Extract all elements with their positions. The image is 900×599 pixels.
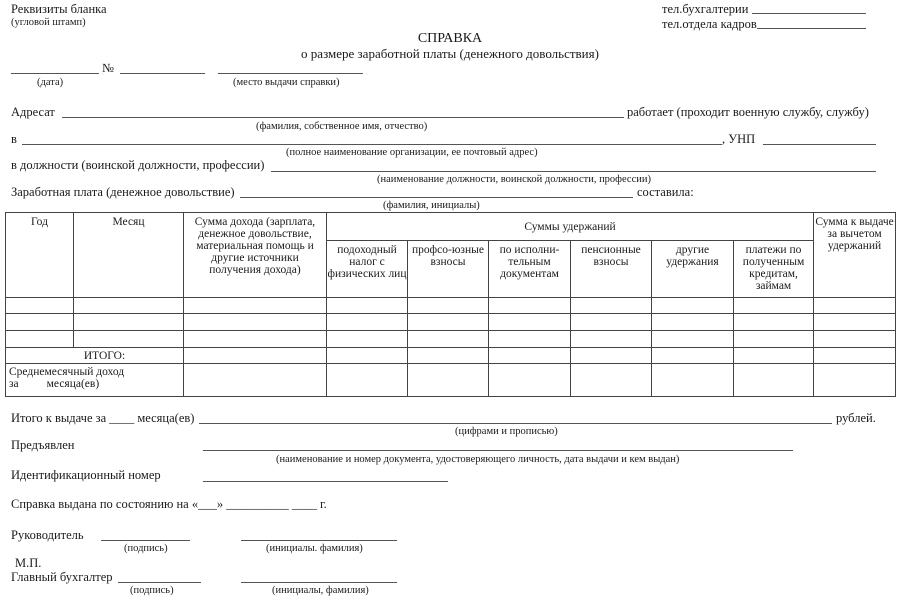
table-row <box>6 331 896 348</box>
total-row <box>6 348 896 364</box>
director-label: Руководитель <box>11 528 84 542</box>
director-initials-hint: (инициалы. фамилия) <box>266 543 363 554</box>
chief-accountant-label: Главный бухгалтер <box>11 570 113 584</box>
seal-label: М.П. <box>15 556 42 570</box>
total-label: ИТОГО: <box>6 348 184 364</box>
unp-field[interactable] <box>763 144 876 145</box>
average-row <box>6 364 896 397</box>
number-sign: № <box>102 61 114 75</box>
average-months: месяца(ев) <box>46 378 100 390</box>
fio-hint: (фамилия, собственное имя, отчество) <box>256 121 428 132</box>
phone-accounting-field[interactable] <box>752 13 866 14</box>
average-for: за <box>9 378 19 390</box>
accountant-signature-field[interactable] <box>118 582 201 583</box>
place-field[interactable] <box>218 73 363 74</box>
stamp-label: (угловой штамп) <box>11 17 86 28</box>
id-number-label: Идентификационный номер <box>11 468 161 482</box>
position-field[interactable] <box>271 171 876 172</box>
presented-field[interactable] <box>203 450 793 451</box>
director-signature-hint: (подпись) <box>124 543 168 554</box>
header-other: другие удержания <box>652 241 734 298</box>
amounted-label: составила: <box>637 185 694 199</box>
words-hint: (цифрами и прописью) <box>455 426 558 437</box>
date-field[interactable] <box>11 73 99 74</box>
table-row <box>6 314 896 331</box>
header-year: Год <box>6 213 74 298</box>
header-pension: пенсионные взносы <box>571 241 652 298</box>
average-income-label <box>6 364 184 397</box>
table-row <box>6 298 896 314</box>
header-deductions: Суммы удержаний <box>327 213 814 241</box>
addressee-field[interactable] <box>62 117 624 118</box>
header-income: Сумма дохода (зарплата, денежное довольствие, материальная помощь и другие источники получения дохода) <box>184 213 327 298</box>
header-union-fees: профсо-юзные взносы <box>408 241 489 298</box>
accountant-name-field[interactable] <box>241 582 397 583</box>
presented-label: Предъявлен <box>11 438 75 452</box>
initials-hint: (фамилия, инициалы) <box>383 200 480 211</box>
accountant-signature-hint: (подпись) <box>130 585 174 596</box>
unp-label: , УНП <box>722 132 756 146</box>
salary-name-field[interactable] <box>240 197 633 198</box>
document-subtitle: о размере заработной платы (денежного довольствия) <box>301 46 599 61</box>
header-income-tax: подоходный налог с физических лиц <box>327 241 408 298</box>
total-pay-label: Итого к выдаче за ____ месяца(ев) <box>11 411 195 425</box>
phone-hr-label: тел.отдела кадров <box>662 17 757 31</box>
director-signature-field[interactable] <box>101 540 190 541</box>
header-net-amount: Сумма к выдаче за вычетом удержаний <box>814 213 896 298</box>
in-label: в <box>11 132 17 146</box>
position-label: в должности (воинской должности, профессии) <box>11 158 265 172</box>
document-hint: (наименование и номер документа, удостоверяющего личность, дата выдачи и кем выдан) <box>276 454 680 465</box>
works-label: работает (проходит военную службу, службу) <box>627 105 869 119</box>
header-loans: платежи по полученным кредитам, займам <box>734 241 814 298</box>
requisites-label: Реквизиты бланка <box>11 2 107 16</box>
total-pay-field[interactable] <box>199 423 832 424</box>
average-line1: Среднемесячный доход <box>9 366 125 378</box>
salary-label: Заработная плата (денежное довольствие) <box>11 185 235 199</box>
addressee-label: Адресат <box>11 105 55 119</box>
accountant-initials-hint: (инициалы, фамилия) <box>272 585 369 596</box>
header-writs: по исполни-тельным документам <box>489 241 571 298</box>
position-hint: (наименование должности, воинской должности, профессии) <box>377 174 651 185</box>
number-field[interactable] <box>120 73 205 74</box>
salary-table <box>5 212 896 397</box>
document-title: СПРАВКА <box>417 31 483 46</box>
date-hint: (дата) <box>37 77 64 88</box>
organization-hint: (полное наименование организации, ее почтовый адрес) <box>286 147 538 158</box>
id-number-field[interactable] <box>203 481 448 482</box>
rubles-label: рублей. <box>836 411 876 425</box>
issued-as-of-label: Справка выдана по состоянию на «___» __________ ____ г. <box>11 497 327 511</box>
phone-hr-field[interactable] <box>757 28 866 29</box>
place-hint: (место выдачи справки) <box>233 77 340 88</box>
director-name-field[interactable] <box>241 540 397 541</box>
header-month: Месяц <box>74 213 184 298</box>
phone-accounting-label: тел.бухгалтерии <box>662 2 749 16</box>
organization-field[interactable] <box>22 144 722 145</box>
average-line2 <box>9 378 183 390</box>
